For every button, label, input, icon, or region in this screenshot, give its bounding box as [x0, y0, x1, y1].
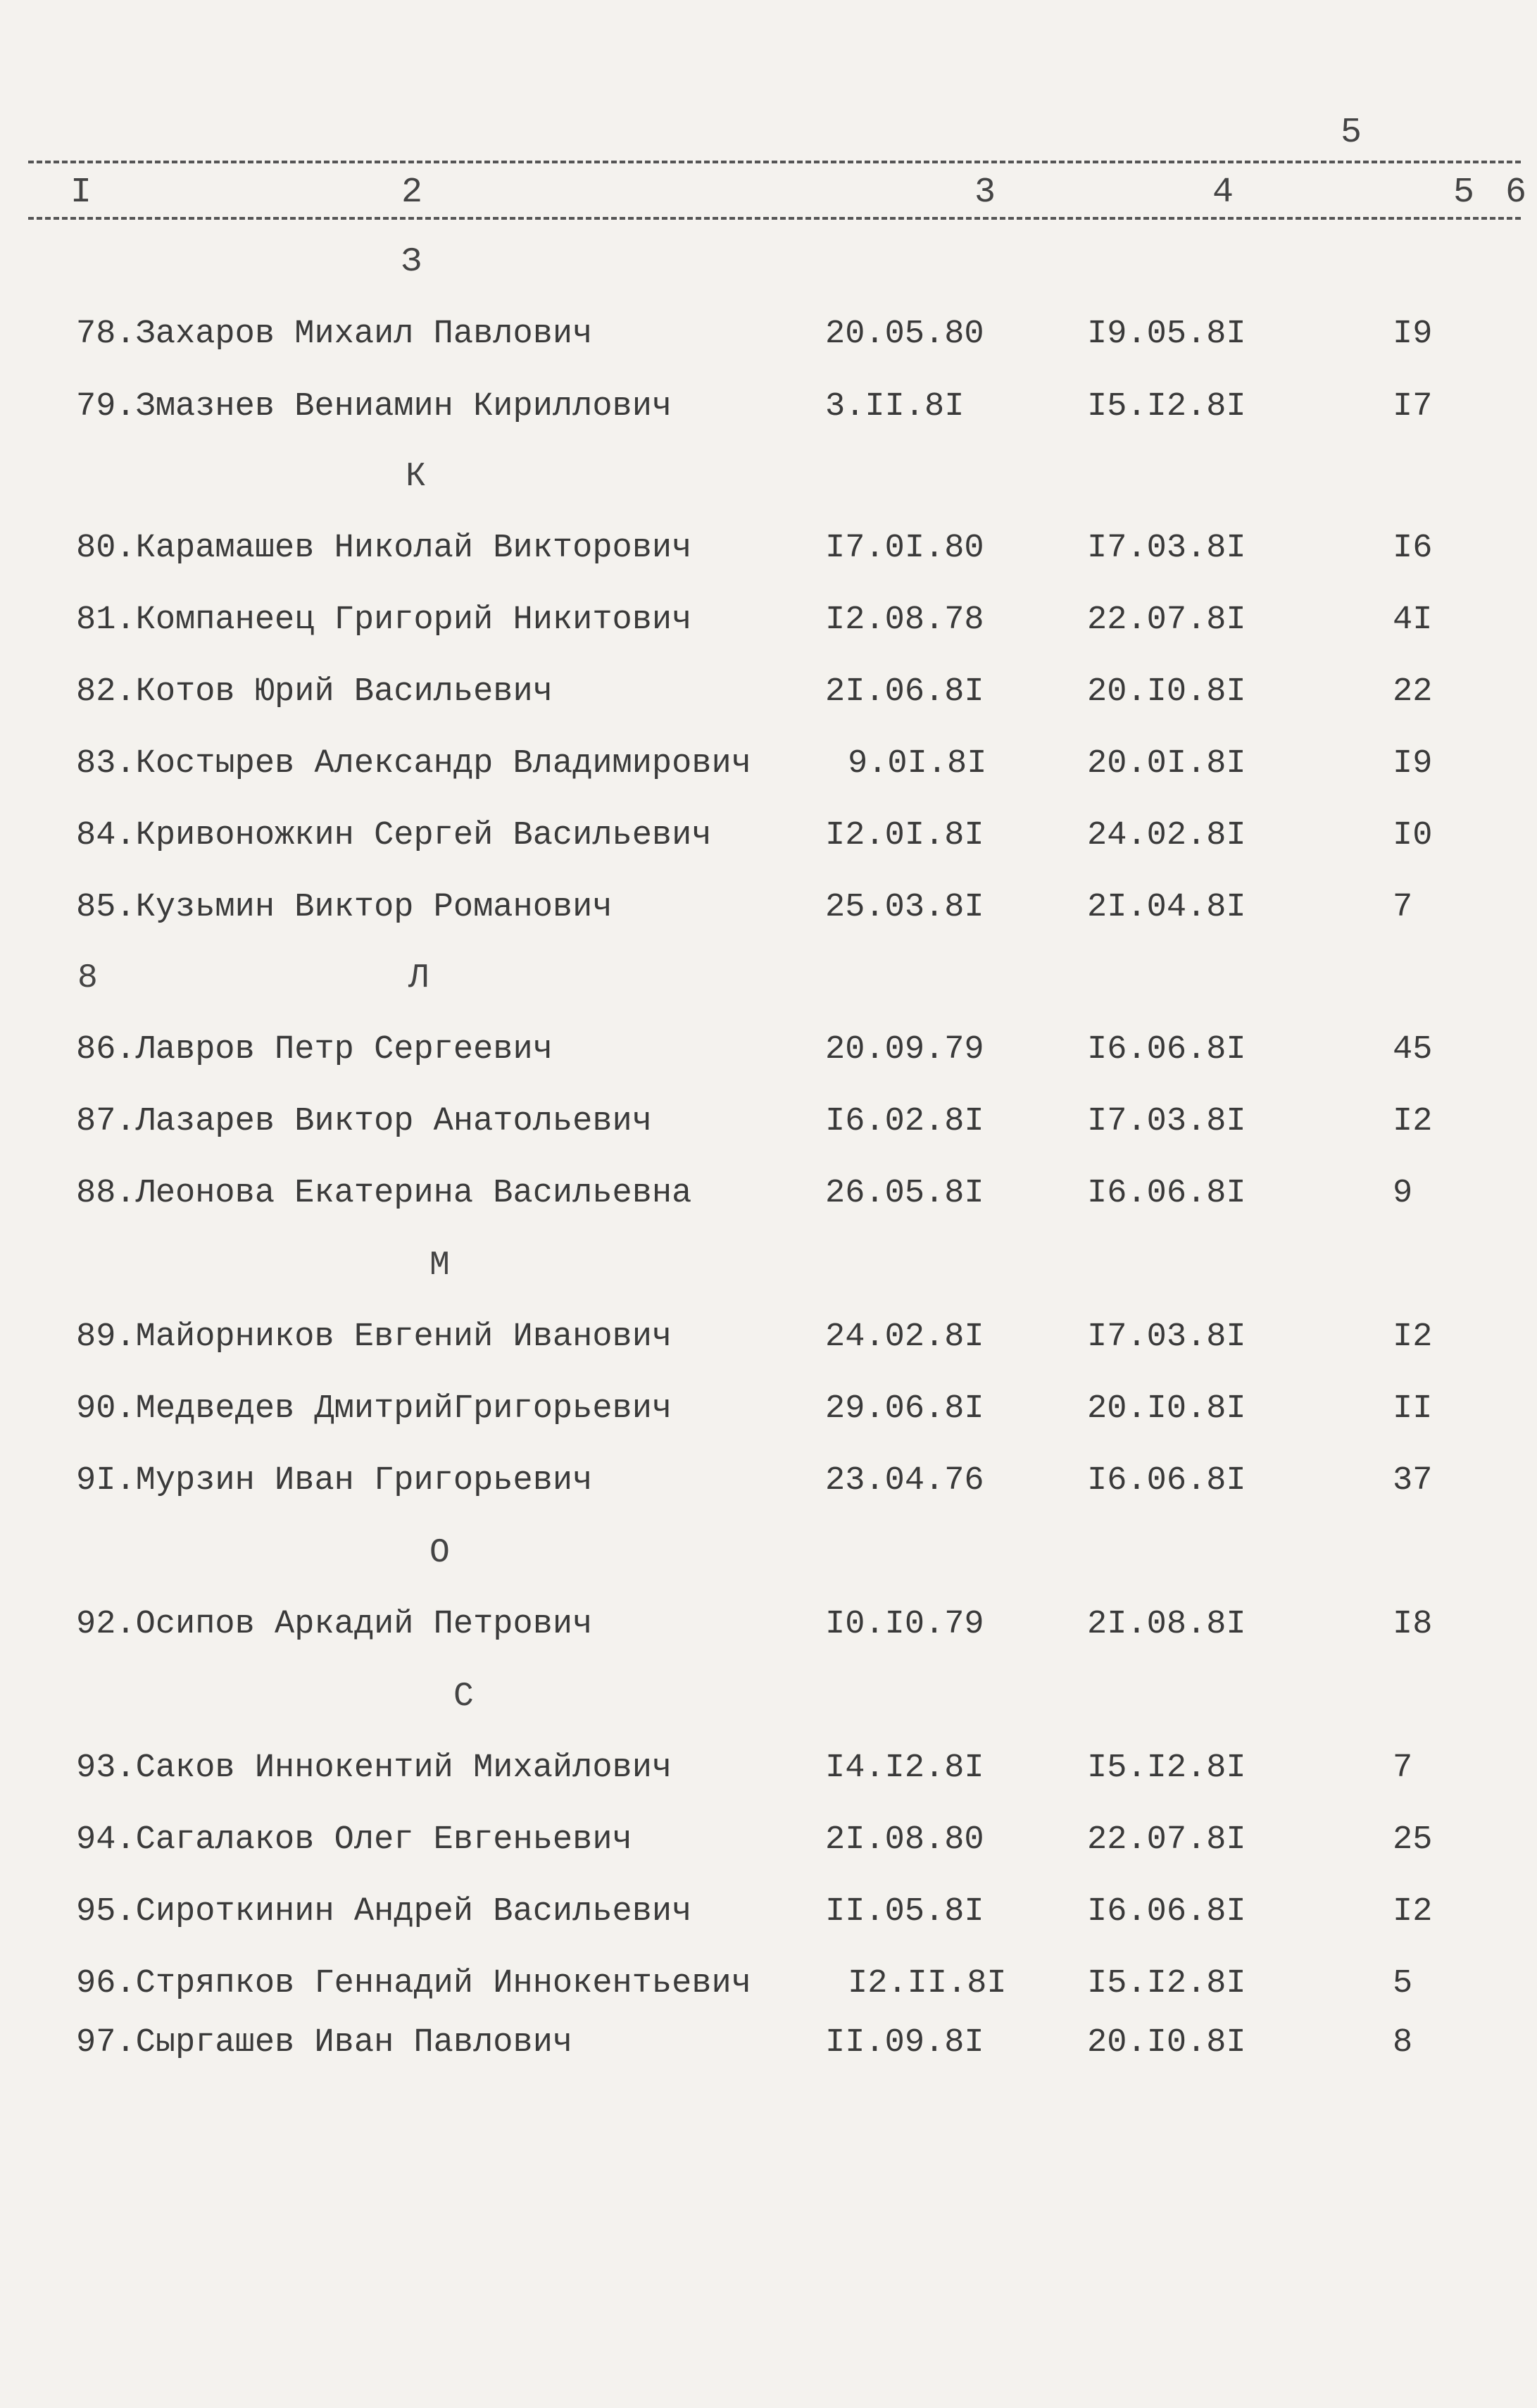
table-row — [76, 1821, 1484, 1871]
section-letter: М — [429, 1247, 450, 1285]
person-name: 93.Саков Иннокентий Михайлович — [76, 1749, 672, 1787]
end-date: 20.I0.8I — [1087, 673, 1246, 711]
table-row — [76, 388, 1484, 437]
table-row — [76, 745, 1484, 794]
start-date: I6.02.8I — [825, 1103, 984, 1140]
end-date: 2I.04.8I — [1087, 889, 1246, 926]
table-row — [76, 1390, 1484, 1440]
end-date: 22.07.8I — [1087, 601, 1246, 639]
header-col5-top: 5 — [1341, 113, 1362, 153]
section-letter: К — [406, 458, 426, 496]
start-date: 24.02.8I — [825, 1318, 984, 1356]
start-date: 2I.06.8I — [825, 673, 984, 711]
start-date: I2.0I.8I — [825, 817, 984, 854]
table-row — [76, 1031, 1484, 1080]
header-col3: 3 — [974, 173, 996, 213]
person-name: 86.Лавров Петр Сергеевич — [76, 1031, 553, 1068]
person-name: 97.Сыргашев Иван Павлович — [76, 2024, 573, 2061]
start-date: 3.II.8I — [825, 388, 965, 425]
person-name: 89.Майорников Евгений Иванович — [76, 1318, 672, 1356]
count-value: I8 — [1393, 1606, 1433, 1643]
table-row — [76, 530, 1484, 579]
count-value: 9 — [1393, 1175, 1413, 1212]
end-date: 22.07.8I — [1087, 1821, 1246, 1859]
count-value: 22 — [1393, 673, 1433, 711]
count-value: I2 — [1393, 1893, 1433, 1930]
person-name: 80.Карамашев Николай Викторович — [76, 530, 692, 567]
table-row — [76, 1749, 1484, 1799]
person-name: 84.Кривоножкин Сергей Васильевич — [76, 817, 712, 854]
start-date: I2.08.78 — [825, 601, 984, 639]
table-row — [76, 316, 1484, 365]
person-name: 79.Змазнев Вениамин Кириллович — [76, 388, 672, 425]
header-top-rule — [28, 161, 1521, 163]
header-col1: I — [70, 173, 92, 213]
person-name: 78.Захаров Михаил Павлович — [76, 316, 593, 353]
count-value: I9 — [1393, 745, 1433, 782]
start-date: 25.03.8I — [825, 889, 984, 926]
count-value: I0 — [1393, 817, 1433, 854]
person-name: 9I.Мурзин Иван Григорьевич — [76, 1462, 593, 1499]
person-name: 88.Леонова Екатерина Васильевна — [76, 1175, 692, 1212]
count-value: 45 — [1393, 1031, 1433, 1068]
start-date: 26.05.8I — [825, 1175, 984, 1212]
header-col2: 2 — [401, 173, 423, 213]
end-date: I6.06.8I — [1087, 1462, 1246, 1499]
table-row — [76, 1318, 1484, 1368]
start-date: I7.0I.80 — [825, 530, 984, 567]
count-value: 8 — [1393, 2024, 1413, 2061]
start-date: II.05.8I — [825, 1893, 984, 1930]
end-date: I5.I2.8I — [1087, 1749, 1246, 1787]
count-value: 7 — [1393, 889, 1413, 926]
person-name: 83.Костырев Александр Владимирович — [76, 745, 751, 782]
count-value: 25 — [1393, 1821, 1433, 1859]
person-name: 82.Котов Юрий Васильевич — [76, 673, 553, 711]
person-name: 81.Компанеец Григорий Никитович — [76, 601, 692, 639]
end-date: 20.I0.8I — [1087, 1390, 1246, 1428]
end-date: I5.I2.8I — [1087, 1965, 1246, 2002]
count-value: I2 — [1393, 1103, 1433, 1140]
table-row — [76, 1965, 1484, 2014]
count-value: 5 — [1393, 1965, 1413, 2002]
table-row — [76, 2024, 1484, 2073]
person-name: 85.Кузьмин Виктор Романович — [76, 889, 613, 926]
table-row — [76, 817, 1484, 866]
section-letter: Л — [408, 959, 429, 997]
section-letter: З — [401, 243, 422, 281]
end-date: 24.02.8I — [1087, 817, 1246, 854]
start-date: 23.04.76 — [825, 1462, 984, 1499]
start-date: I0.I0.79 — [825, 1606, 984, 1643]
person-name: 96.Стряпков Геннадий Иннокентьевич — [76, 1965, 751, 2002]
end-date: I9.05.8I — [1087, 316, 1246, 353]
end-date: 2I.08.8I — [1087, 1606, 1246, 1643]
count-value: I9 — [1393, 316, 1433, 353]
section-letter: О — [429, 1534, 450, 1572]
person-name: 95.Сироткинин Андрей Васильевич — [76, 1893, 692, 1930]
start-date: I2.II.8I — [848, 1965, 1007, 2002]
end-date: I7.03.8I — [1087, 1318, 1246, 1356]
table-row — [76, 601, 1484, 651]
count-value: 7 — [1393, 1749, 1413, 1787]
count-value: I7 — [1393, 388, 1433, 425]
start-date: 29.06.8I — [825, 1390, 984, 1428]
end-date: I5.I2.8I — [1087, 388, 1246, 425]
end-date: I7.03.8I — [1087, 1103, 1246, 1140]
person-name: 90.Медведев ДмитрийГригорьевич — [76, 1390, 672, 1428]
count-value: I2 — [1393, 1318, 1433, 1356]
start-date: 20.05.80 — [825, 316, 984, 353]
table-row — [76, 1893, 1484, 1942]
start-date: I4.I2.8I — [825, 1749, 984, 1787]
count-value: II — [1393, 1390, 1433, 1428]
start-date: 9.0I.8I — [848, 745, 987, 782]
end-date: I7.03.8I — [1087, 530, 1246, 567]
section-letter: С — [453, 1678, 474, 1716]
start-date: 2I.08.80 — [825, 1821, 984, 1859]
end-date: I6.06.8I — [1087, 1031, 1246, 1068]
end-date: I6.06.8I — [1087, 1893, 1246, 1930]
header-col4: 4 — [1212, 173, 1234, 213]
table-row — [76, 889, 1484, 938]
table-row — [76, 673, 1484, 723]
table-row — [76, 1606, 1484, 1655]
count-value: I6 — [1393, 530, 1433, 567]
table-row — [76, 1175, 1484, 1224]
table-row — [76, 1103, 1484, 1152]
header-col6: 6 — [1505, 173, 1527, 213]
end-date: 20.I0.8I — [1087, 2024, 1246, 2061]
person-name: 87.Лазарев Виктор Анатольевич — [76, 1103, 652, 1140]
count-value: 4I — [1393, 601, 1433, 639]
table-row — [76, 1462, 1484, 1511]
start-date: II.09.8I — [825, 2024, 984, 2061]
margin-note: 8 — [77, 959, 98, 997]
person-name: 94.Сагалаков Олег Евгеньевич — [76, 1821, 632, 1859]
count-value: 37 — [1393, 1462, 1433, 1499]
end-date: I6.06.8I — [1087, 1175, 1246, 1212]
header-col5: 5 — [1453, 173, 1475, 213]
start-date: 20.09.79 — [825, 1031, 984, 1068]
person-name: 92.Осипов Аркадий Петрович — [76, 1606, 593, 1643]
header-bottom-rule — [28, 217, 1521, 220]
end-date: 20.0I.8I — [1087, 745, 1246, 782]
